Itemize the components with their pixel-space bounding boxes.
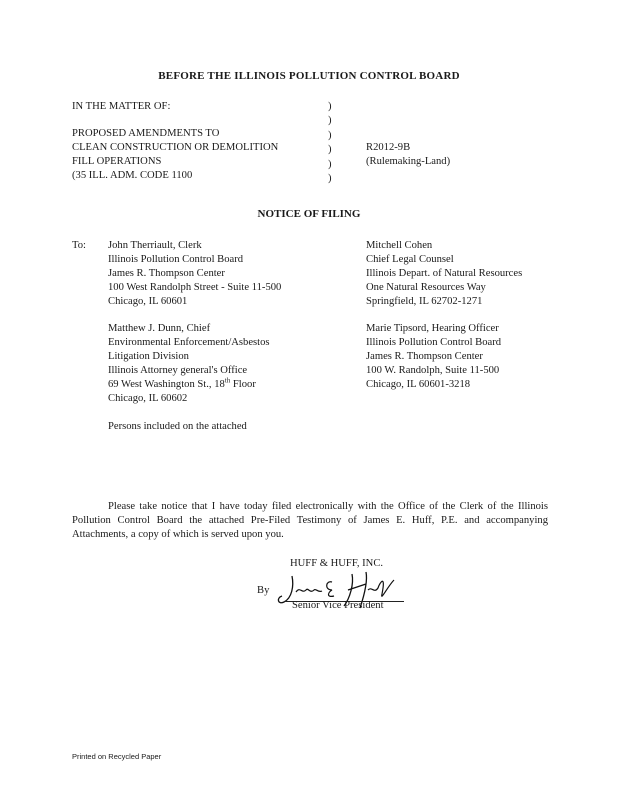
by-label: By — [257, 585, 270, 596]
caption-line: FILL OPERATIONS — [72, 156, 162, 167]
address-line: Chicago, IL 60602 — [108, 393, 188, 404]
case-number: R2012-9B — [366, 142, 411, 153]
address-line: Illinois Attorney general's Office — [108, 365, 248, 376]
caption-block — [72, 127, 278, 183]
footer-note: Printed on Recycled Paper — [72, 752, 162, 761]
paren: ) — [328, 158, 332, 170]
address-line: 100 W. Randolph, Suite 11-500 — [366, 365, 500, 376]
address-line: Illinois Pollution Control Board — [366, 337, 502, 348]
address-line: Litigation Division — [108, 351, 189, 362]
paren: ) — [328, 101, 332, 112]
address-line: Chicago, IL 60601 — [108, 296, 188, 307]
to-label: To: — [72, 240, 86, 251]
signer-title: Senior Vice President — [292, 600, 384, 611]
address-line-street — [108, 378, 270, 392]
document-title: BEFORE THE ILLINOIS POLLUTION CONTROL BOARD — [158, 70, 460, 82]
in-the-matter-label: IN THE MATTER OF: — [72, 101, 171, 112]
notice-heading: NOTICE OF FILING — [257, 208, 361, 220]
address-line: Illinois Pollution Control Board — [108, 254, 244, 265]
case-info — [366, 141, 450, 169]
street-floor: Floor — [230, 379, 256, 390]
address-line: James R. Thompson Center — [108, 268, 225, 279]
address-line: 100 West Randolph Street - Suite 11-500 — [108, 282, 282, 293]
street-text: 69 West Washington St., 18 — [108, 379, 225, 390]
caption-line: PROPOSED AMENDMENTS TO — [72, 128, 220, 139]
address-line: Marie Tipsord, Hearing Officer — [366, 323, 499, 334]
persons-note: Persons included on the attached — [108, 421, 247, 432]
recipient-block-dunn — [108, 322, 270, 406]
address-line: Matthew J. Dunn, Chief — [108, 323, 211, 334]
caption-line: CLEAN CONSTRUCTION OR DEMOLITION — [72, 142, 279, 153]
notice-body-paragraph: Please take notice that I have today filed electronically with the Office of the Clerk of the Illinois Pollution Control Board the attached Pre-Filed Testimony of James E. Huff, P.E. and accompanying Attachments, a copy of which is served upon you. — [72, 501, 548, 540]
address-line: John Therriault, Clerk — [108, 240, 202, 251]
address-line: Chicago, IL 60601-3218 — [366, 379, 471, 390]
recipient-block-cohen — [366, 239, 522, 309]
address-line: Illinois Depart. of Natural Resources — [366, 268, 523, 279]
street-superscript: th — [224, 376, 231, 385]
case-type: (Rulemaking-Land) — [366, 156, 451, 167]
address-line: Environmental Enforcement/Asbestos — [108, 337, 270, 348]
paren: ) — [328, 173, 332, 185]
firm-name: HUFF & HUFF, INC. — [290, 558, 384, 569]
recipient-block-clerk — [108, 239, 281, 309]
paren: ) — [328, 115, 332, 127]
paren: ) — [328, 129, 332, 141]
paren: ) — [328, 144, 332, 156]
address-line: Chief Legal Counsel — [366, 254, 454, 265]
caption-line: (35 ILL. ADM. CODE 1100 — [72, 170, 193, 181]
address-line: Springfield, IL 62702-1271 — [366, 296, 483, 307]
address-line: One Natural Resources Way — [366, 282, 486, 293]
recipient-block-tipsord — [366, 322, 501, 392]
address-line: James R. Thompson Center — [366, 351, 483, 362]
caption-parens — [328, 100, 332, 186]
address-line: Mitchell Cohen — [366, 240, 433, 251]
